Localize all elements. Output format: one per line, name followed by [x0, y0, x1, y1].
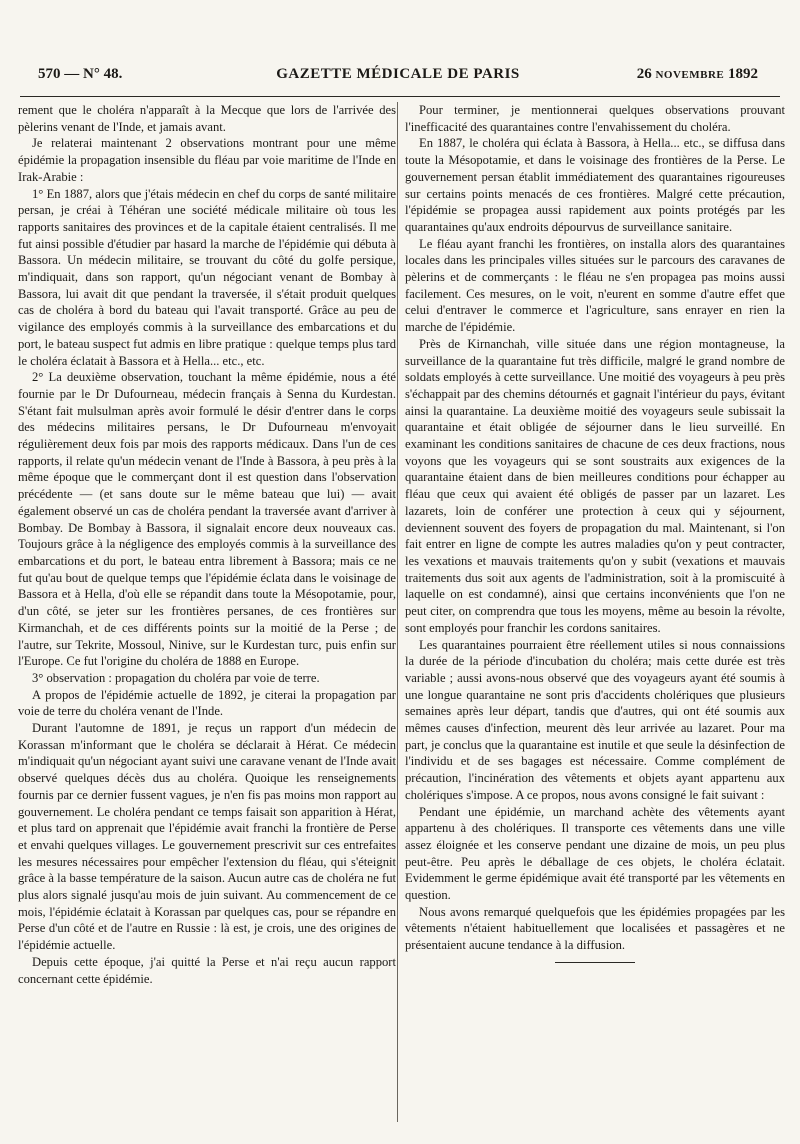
paragraph: 1° En 1887, alors que j'étais médecin en chef du corps de santé militaire persan, je créai à Téhéran une société médicale militaire où tous les rapports sanitaires des provinces et de la capitale étaient centralisés. Il me fut ainsi possible d'étudier par hasard la marche de l'épidémie qui débuta à Bassora. Un médecin militaire, se trouvant du côté du golfe persique, m'indiquait, dans son rapport, qu'un négociant venant de Bombay à Bassora, lui avait dit que pendant la traversée, il s'était produit quelques cas de choléra à bord du bateau qui l'avait transporté. Grâce au peu de vigilance des employés commis à la surveillance des embarcations et du port, le bateau suspect fut admis en libre pratique : quelque temps plus tard le choléra éclatait à Bassora et à Hella... etc., etc.	[18, 186, 396, 368]
left-column	[18, 102, 396, 987]
paragraph: En 1887, le choléra qui éclata à Bassora, à Hella... etc., se diffusa dans toute la Mésopotamie, et dans le voisinage des frontières de la Perse. Le gouvernement persan établit immédiatement des quarantaines rigoureuses sur certains points menacés de ces frontières. Malgré cette précaution, l'épidémie se propagea aussi rapidement aux points protégés par les quarantaines qu'aux endroits dépourvus de surveillance sanitaire.	[405, 136, 785, 234]
issue-date	[637, 66, 758, 83]
column-divider	[397, 102, 398, 1122]
paragraph: Depuis cette époque, j'ai quitté la Perse et n'ai reçu aucun rapport concernant cette épidémie.	[18, 954, 396, 986]
paragraph: Près de Kirnanchah, ville située dans une région montagneuse, la surveillance de la quarantaine fut très difficile, malgré le grand nombre de soldats employés à cette surveillance. Une moitié des voyageurs à peu près s'échappait par des chemins détournés et gagnait l'intérieur du pays, évitant ainsi la quarantaine. La deuxième moitié des voyageurs seule subissait la quarantaine et était obligée de séjourner dans le lieu surveillé. En examinant les conditions sanitaires de chacune de ces deux fractions, nous voyons que les voyageurs qui se sont soustraits aux exigences de la quarantaine étaient dans de bien meilleures conditions pour échapper au fléau que ceux qui avaient été obligés de passer par un lazaret. Les lazarets, loin de conférer une protection à ceux qui y séjournent, deviennent souvent des foyers de propagation du mal. Maintenant, si l'on fait entrer en ligne de compte les autres maladies qu'on y peut contracter, les vexations et mauvais traitements qu'on y subit (vexations et mauvais traitements dus soit aux agents de l'administration, soit à la promiscuité à laquelle on est condamné), ainsi que certains inconvénients que l'on ne peut citer, on comprendra que tous les moyens, même au besoin la révolte, sont employés pour franchir les cordons sanitaires.	[405, 336, 785, 635]
paragraph: Les quarantaines pourraient être réellement utiles si nous connaissions la durée de la période d'incubation du choléra; mais cette durée est très variable ; aussi avons-nous observé que des voyageurs ayant été soumis à une longue quarantaine ne sont pris d'accidents cholériques que plusieurs semaines après leur départ, tandis que d'autres, qui ont été soumis aux mêmes causes d'infection, meurent dès leur arrivée au lazaret. Pour ma part, je conclus que la quarantaine est inutile et que seule la désinfection de l'individu et de ses bagages est nécessaire. Comme complément de précaution, l'incinération des vêtements et objets ayant appartenu aux cholériques s'impose. A ce propos, nous avons consigné le fait suivant :	[405, 637, 785, 802]
page-number: 570 — N° 48.	[38, 66, 123, 82]
page-header	[38, 66, 758, 88]
issue-day: 26	[636, 66, 652, 82]
paragraph: Pendant une épidémie, un marchand achète des vêtements ayant appartenu à des cholériques. Il transporte ces vêtements dans une ville assez éloignée et les conserve pendant une dizaine de mois, un peu plus peut-être. Peu après le déballage de ces objets, le choléra éclatait. Evidemment le germe épidémique avait été transporté par les vêtements en question.	[405, 804, 785, 903]
header-rule	[20, 96, 780, 97]
paragraph: rement que le choléra n'apparaît à la Mecque que lors de l'arrivée des pèlerins venant de l'Inde, et jamais avant.	[18, 103, 396, 134]
paragraph: Pour terminer, je mentionnerai quelques observations prouvant l'inefficacité des quarantaines contre l'envahissement du choléra.	[405, 103, 785, 134]
journal-title: GAZETTE MÉDICALE DE PARIS	[276, 66, 520, 82]
right-column	[405, 102, 785, 963]
issue-year: 1892	[728, 66, 758, 82]
paragraph: 2° La deuxième observation, touchant la même épidémie, nous a été fournie par le Dr Dufourneau, médecin français à Senna du Kurdestan. S'étant fait mulsulman après avoir formulé le désir d'entrer dans le corps des médecins militaires persans, le Dr Dufourneau m'envoyait régulièrement deux fois par mois des rapports médicaux. Dans l'un de ces rapports, il relate qu'un médecin venant de l'Inde à Bassora, à peu près à la même époque que le commerçant dont il est question dans l'observation précédente — (et sans doute sur le même bateau que lui) — avait également observé un cas de choléra pendant la traversée avant d'arriver à Bombay. De Bombay à Bassora, il signalait encore deux nouveaux cas. Toujours grâce à la négligence des employés commis à la surveillance des embarcations et du port, le bateau entra librement à Bassora; mais ce ne fut qu'au bout de quelque temps que l'épidémie éclata dans le voisinage de Bassora et à Hella, d'où elle se répandit dans toute la Mésopotamie, pour, d'un côté, se jeter sur les frontières persanes, de ces frontières sur Kirmanchah, et de ces différents points sur la moitié de la Perse ; de l'autre, sur Tekrite, Mossoul, Ninive, sur le Kurdestan turc, puis enfin sur l'Europe. Ce fut l'origine du choléra de 1888 en Europe.	[18, 370, 396, 669]
paragraph: Je relaterai maintenant 2 observations montrant pour une même épidémie la propagation insensible du fléau par voie maritime de l'Inde en Irak-Arabie :	[18, 136, 396, 184]
paragraph: Nous avons remarqué quelquefois que les épidémies propagées par les vêtements n'étaient habituellement que localisées et passagères et ne présentaient aucune tendance à la diffusion.	[405, 904, 785, 953]
paragraph: A propos de l'épidémie actuelle de 1892, je citerai la propagation par voie de terre du choléra venant de l'Inde.	[18, 687, 396, 719]
end-rule	[555, 962, 635, 963]
issue-month: NOVEMBRE	[655, 69, 725, 81]
paragraph: Durant l'automne de 1891, je reçus un rapport d'un médecin de Korassan m'informant que le choléra se déclarait à Hérat. Ce médecin m'indiquait qu'un négociant ayant suivi une caravane venant de l'Inde avait observé quelques décès dus au choléra. Quoique les renseignements fournis par ce dernier fussent vagues, je n'en fis pas moins mon rapport au gouvernement. Le choléra pendant ce temps faisait son apparition à Hérat, et plus tard on apprenait que l'épidémie avait franchi la frontière de Perse et envahi quelques villages. Le gouvernement prescrivit sur ces entrefaites les mesures nécessaires pour empêcher l'extension du fléau, qui s'éteignit grâce à la basse température de la saison. Aucun autre cas de choléra ne fut plus alors signalé jusqu'au mois de juin suivant. Au commencement de ce mois, l'épidémie éclatait à Korassan par quelques cas, pour se répandre en Perse d'un côté et de l'autre en Russie : là est, je crois, une des origines de l'épidémie actuelle.	[18, 721, 396, 953]
paragraph: Le fléau ayant franchi les frontières, on installa alors des quarantaines locales dans les principales villes situées sur le parcours des caravanes de pèlerins et de commerçants : le fléau ne s'en propagea pas moins aussi facilement. Ces mesures, on le voit, n'eurent en somme d'autre effet que celui d'entraver le commerce et l'agriculture, sans enrayer en rien la marche de l'épidémie.	[405, 236, 785, 335]
paragraph: 3° observation : propagation du choléra par voie de terre.	[32, 670, 320, 685]
